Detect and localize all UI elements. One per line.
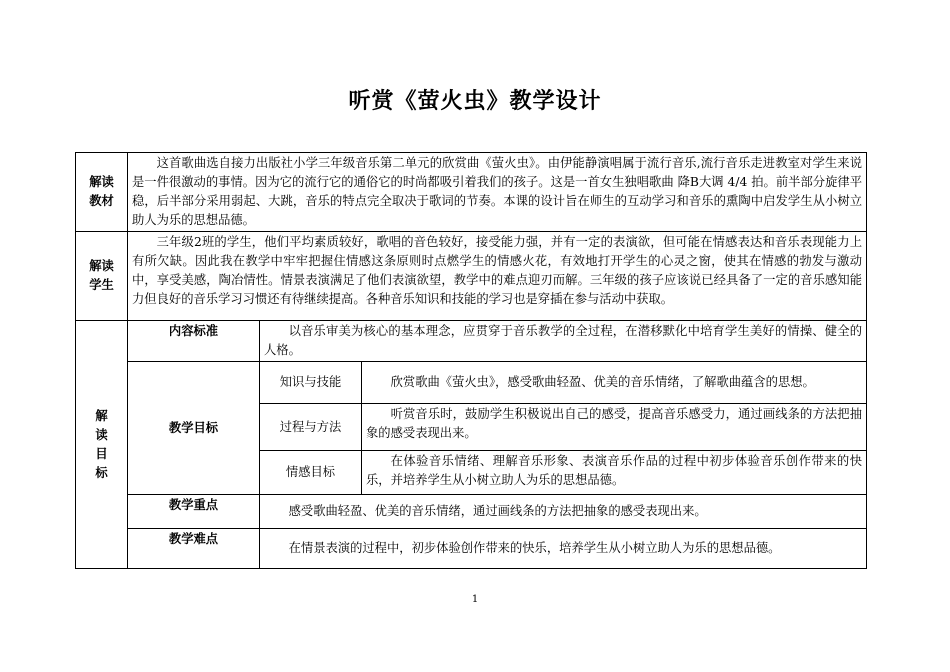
difficulties-text: 在情景表演的过程中，初步体验创作带来的快乐，培养学生从小树立助人为乐的思想品德。 [260, 529, 867, 569]
key-points-label: 教学重点 [128, 495, 260, 529]
key-points-row [76, 495, 867, 529]
key-points-text: 感受歌曲轻盈、优美的音乐情绪，通过画线条的方法把抽象的感受表现出来。 [260, 495, 867, 529]
page-title: 听赏《萤火虫》教学设计 [348, 89, 602, 114]
objective-knowledge-row [76, 362, 867, 404]
objective-process-text: 听赏音乐时，鼓励学生积极说出自己的感受，提高音乐感受力，通过画线条的方法把抽象的感受表现出来。 [362, 404, 867, 451]
students-label: 解读 学生 [76, 232, 128, 321]
page-number: 1 [471, 594, 479, 605]
material-row [76, 153, 867, 232]
objective-process-label: 过程与方法 [260, 404, 362, 451]
content-standard-label: 内容标准 [128, 321, 260, 362]
objective-emotion-text: 在体验音乐情绪、理解音乐形象、表演音乐作品的过程中初步体验音乐创作带来的快乐，并培养学生从小树立助人为乐的思想品德。 [362, 451, 867, 495]
students-row [76, 232, 867, 321]
objective-knowledge-text: 欣赏歌曲《萤火虫》，感受歌曲轻盈、优美的音乐情绪，了解歌曲蕴含的思想。 [362, 362, 867, 404]
students-text: 三年级2班的学生，他们平均素质较好，歌唱的音色较好，接受能力强，并有一定的表演欲，但可能在情感表达和音乐表现能力上有所欠缺。因此我在教学中牢牢把握住情感这条原则时点燃学生的情感火花，有效地打开学生的心灵之窗，使其在情感的勃发与激动中，享受美感，陶冶情性。情景表演满足了他们表演欲望，教学中的难点迎刃而解。三年级的孩子应该说已经具备了一定的音乐感知能力但良好的音乐学习习惯还有待继续提高。各种音乐知识和技能的学习也是穿插在参与活动中获取。 [128, 232, 867, 321]
lesson-design-table [75, 152, 867, 569]
objective-emotion-label: 情感目标 [260, 451, 362, 495]
material-text: 这首歌曲选自接力出版社小学三年级音乐第二单元的欣赏曲《萤火虫》。由伊能静演唱属于流行音乐,流行音乐走进教室对学生来说是一件很激动的事情。因为它的流行它的通俗它的时尚都吸引着我们的孩子。这是一首女生独唱歌曲 降B大调 4/4 拍。前半部分旋律平稳，后半部分采用弱起、大跳，音乐的特点完全取决于歌词的节奏。本课的设计旨在师生的互动学习和音乐的熏陶中启发学生从小树立助人为乐的思想品德。 [128, 153, 867, 232]
content-standard-text: 以音乐审美为核心的基本理念，应贯穿于音乐教学的全过程，在潜移默化中培育学生美好的情操、健全的人格。 [260, 321, 867, 362]
material-label: 解读 教材 [76, 153, 128, 232]
difficulties-row [76, 529, 867, 569]
goals-label: 解 读 目 标 [76, 321, 128, 569]
content-standard-row [76, 321, 867, 362]
objectives-label: 教学目标 [128, 362, 260, 495]
difficulties-label: 教学难点 [128, 529, 260, 569]
objective-knowledge-label: 知识与技能 [260, 362, 362, 404]
